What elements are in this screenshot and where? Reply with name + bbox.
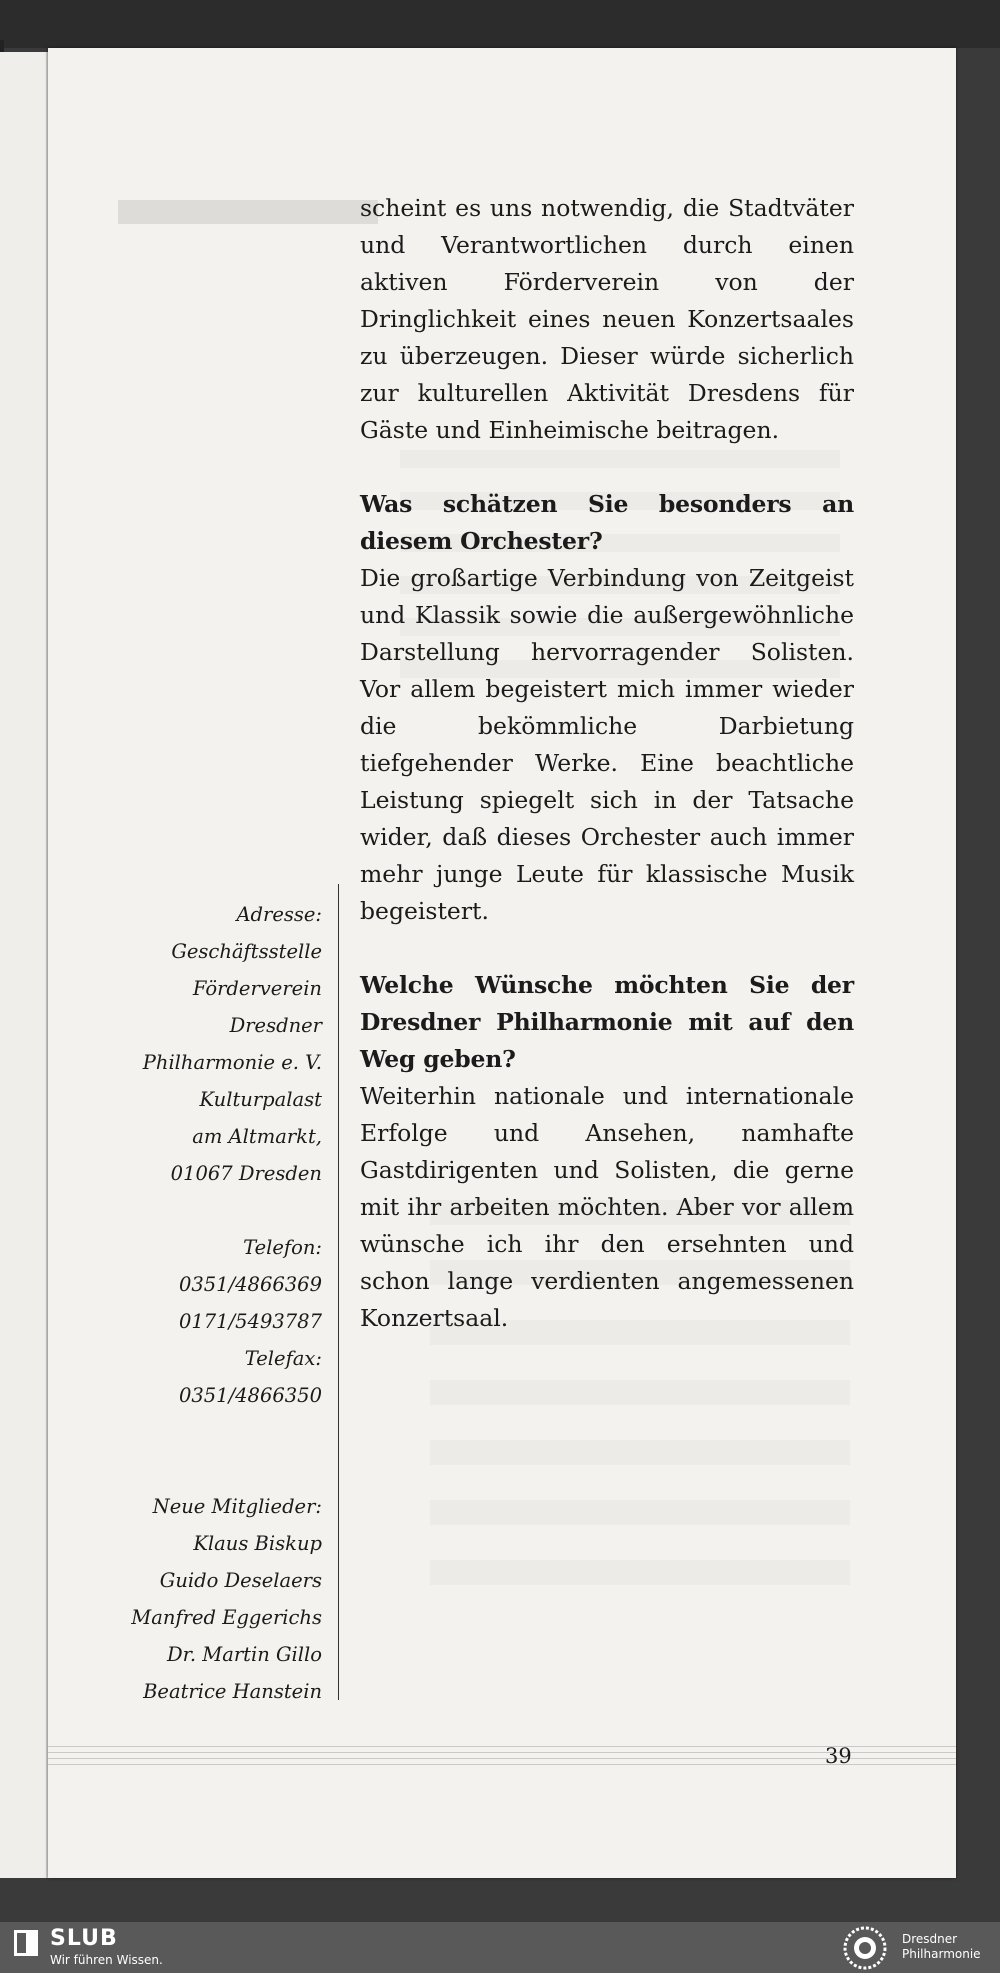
address-line: am Altmarkt,: [192, 1125, 322, 1148]
address-label: Adresse:: [236, 903, 322, 926]
address-line: 01067 Dresden: [170, 1162, 322, 1185]
member-name: Klaus Biskup: [193, 1532, 322, 1555]
address-line: Förderverein: [192, 977, 322, 1000]
member-name: Guido Deselaers: [159, 1569, 322, 1592]
member-name: Manfred Eggerichs: [131, 1606, 322, 1629]
fax-label: Telefax:: [244, 1347, 322, 1370]
member-name: Beatrice Hanstein: [143, 1680, 322, 1703]
answer-paragraph-2: Weiterhin nationale und internationale Erfolge und Ansehen, namhafte Gastdirigenten und Solisten, die gerne mit ihr arbeiten möchten. Aber vor allem wünsche ich ihr den ersehnten und schon lange verdienten angemessenen Konzertsaal.: [360, 1082, 854, 1332]
new-members-label: Neue Mitglieder:: [152, 1495, 322, 1518]
question-heading-2: Welche Wünsche möchten Sie der Dresdner Philharmonie mit auf den Weg geben?: [360, 971, 854, 1073]
address-line: Dresdner: [229, 1014, 322, 1037]
phone-label: Telefon:: [243, 1236, 322, 1259]
address-line: Philharmonie e. V.: [142, 1051, 322, 1074]
decorative-staff-lines: [48, 1746, 956, 1770]
slub-logo-icon: [14, 1930, 38, 1956]
dresdner-philharmonie-logo-icon: [843, 1926, 887, 1970]
page-number: 39: [825, 1744, 852, 1768]
phone-number: 0171/5493787: [178, 1310, 322, 1333]
slub-tagline: Wir führen Wissen.: [50, 1953, 163, 1967]
dresdner-philharmonie-name: Dresdner Philharmonie: [902, 1932, 981, 1961]
viewer-footer-bar: [0, 1922, 1000, 1973]
address-line: Kulturpalast: [199, 1088, 322, 1111]
sidebar-info: [120, 896, 322, 1710]
fax-number: 0351/4866350: [178, 1384, 322, 1407]
scan-background-top: [0, 0, 1000, 48]
previous-page-edge: [0, 52, 48, 1878]
answer-paragraph-1: Die großartige Verbindung von Zeitgeist und Klassik sowie die außergewöhnliche Darstellung hervorragender Solisten. Vor allem begeistert mich immer wieder die bekömmliche Darbietung tiefgehender Werke. Eine beachtliche Leistung spiegelt sich in der Tatsache wider, daß dieses Orchester auch immer mehr junge Leute für klassische Musik begeistert.: [360, 564, 854, 925]
main-text-column: [360, 190, 854, 1337]
intro-paragraph: scheint es uns notwendig, die Stadtväter und Verantwortlichen durch einen aktiven Förderverein von der Dringlichkeit eines neuen Konzertsaales zu überzeugen. Dieser würde sicherlich zur kulturellen Aktivität Dresdens für Gäste und Einheimische beitragen.: [360, 194, 854, 444]
phone-number: 0351/4866369: [178, 1273, 322, 1296]
slub-name: SLUB: [50, 1926, 118, 1951]
question-heading-1: Was schätzen Sie besonders an diesem Orchester?: [360, 490, 854, 555]
sidebar-divider: [338, 884, 339, 1700]
address-line: Geschäftsstelle: [171, 940, 322, 963]
member-name: Dr. Martin Gillo: [167, 1643, 322, 1666]
